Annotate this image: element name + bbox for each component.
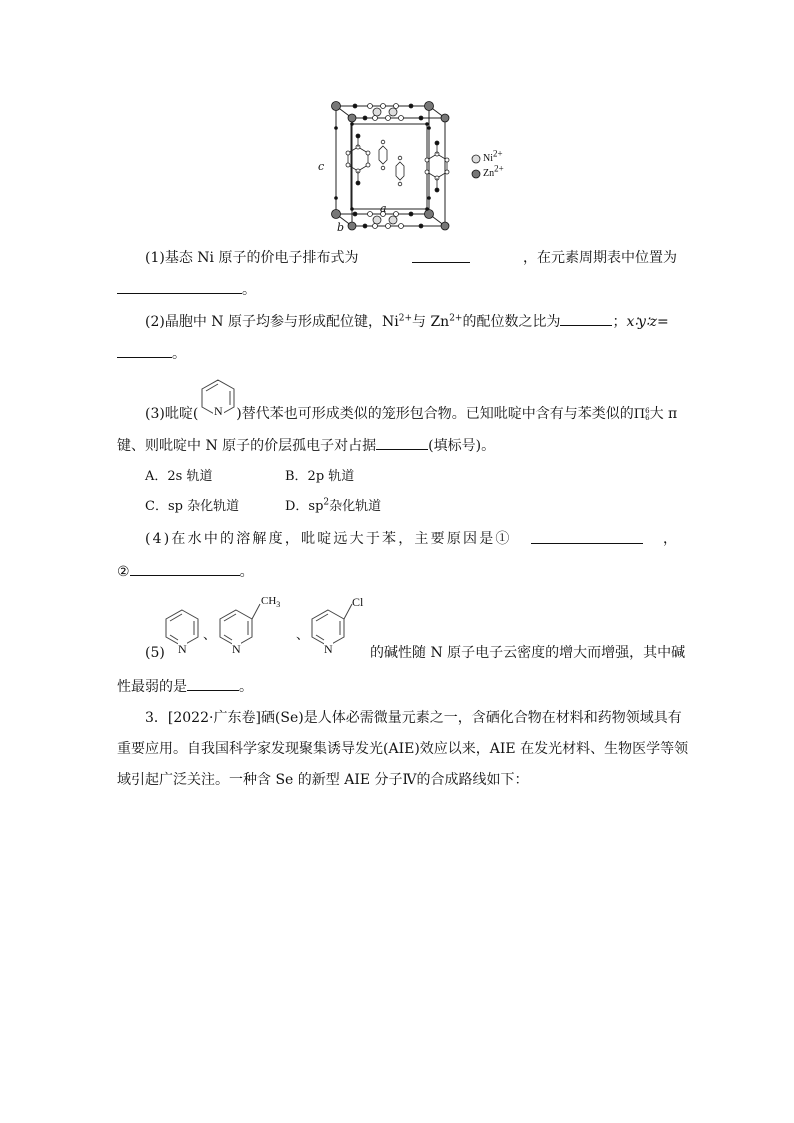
q5-ch3: $CH_3$	[261, 595, 281, 610]
q2-text-c: 的配位数之比为	[462, 314, 561, 330]
q2-text-b: 与 Zn	[412, 314, 450, 330]
problem-3-line-3: 域引起广泛关注。一种含 Se 的新型 AIE 分子Ⅳ的合成路线如下：	[117, 772, 529, 788]
pi-notation: Π 6 6	[633, 406, 650, 422]
q1-text-a: (1)基态 Ni 原子的价电子排布式为	[145, 250, 359, 266]
q4-comma: ，	[662, 531, 677, 547]
ni-legend-symbol	[472, 155, 480, 163]
q3-text-b: )替代苯也可形成类似的笼形包合物。已知吡啶中含有与苯类似的	[236, 406, 634, 422]
q3-line2-b: (填标号)。	[428, 438, 496, 454]
axis-label-a: a	[380, 202, 387, 215]
q5-text-a: 的碱性随 N 原子电子云密度的增大而增强，其中碱	[370, 645, 686, 661]
q5-n2: N	[232, 642, 241, 656]
q5-sep1: 、	[203, 628, 217, 643]
question-4-line-2	[117, 562, 677, 581]
q2-end: 。	[172, 346, 186, 362]
problem-3-line-2: 重要应用。自我国科学家发现聚集诱导发光(AIE)效应以来，AIE 在发光材料、生物医学等领	[117, 741, 689, 757]
option-c[interactable]: C．sp 杂化轨道	[145, 499, 240, 514]
axis-label-b: b	[337, 221, 345, 234]
q1-end: 。	[242, 282, 256, 298]
q5-answer-blank[interactable]	[187, 677, 239, 691]
q5-n3: N	[324, 642, 333, 656]
problem-3-line-1: 3．[2022·广东卷]硒(Se)是人体必需微量元素之一，含硒化合物在材料和药物领域具有	[145, 710, 682, 726]
option-d[interactable]: D．$sp^2$杂化轨道	[285, 497, 382, 514]
q4-circ2: ②	[117, 564, 130, 580]
q3-line2-a: 键、则吡啶中 N 原子的价层孤电子对占据	[117, 438, 377, 454]
q4-answer-blank-2[interactable]	[130, 562, 240, 576]
question-2-line-1	[145, 312, 705, 331]
q1-text-b: ，在元素周期表中位置为	[523, 250, 677, 266]
q5-line2-a: 性最弱的是	[117, 679, 187, 695]
question-5-line-2	[117, 677, 677, 696]
q4-answer-blank-1[interactable]	[531, 530, 643, 544]
q2-answer-blank-1[interactable]	[560, 312, 612, 326]
q1-answer-blank-2[interactable]	[117, 280, 242, 294]
option-a[interactable]: A．2s 轨道	[145, 469, 213, 484]
q4-text-a: (4)在水中的溶解度，吡啶远大于苯，主要原因是①	[145, 531, 512, 547]
q2-text-d: ；	[612, 314, 627, 330]
question-2-line-2	[117, 344, 677, 363]
question-1-line-1	[145, 249, 677, 267]
legend-ni: $Ni^{2+}$	[483, 148, 503, 164]
question-3-options-row-1	[145, 468, 705, 486]
q2-sup-1: 2+	[398, 313, 412, 324]
question-1-line-2	[117, 280, 677, 299]
pyridine-n-label: N	[214, 404, 223, 418]
guest-molecules	[379, 140, 404, 186]
q2-sup-2: 2+	[449, 313, 463, 324]
option-b[interactable]: B．2p 轨道	[285, 469, 355, 484]
question-5-line-1	[145, 644, 705, 662]
q3-text-a: (3)吡啶(	[145, 406, 199, 422]
q5-num: (5)	[145, 645, 165, 661]
zn-legend-symbol	[472, 170, 480, 178]
question-3-line-1	[145, 405, 705, 424]
q2-xyz: x∶y∶z	[626, 314, 657, 330]
q2-eq: =	[656, 314, 669, 330]
left-ring	[346, 134, 370, 185]
q5-sep2: 、	[296, 628, 310, 643]
question-3-line-2	[117, 436, 677, 455]
q2-answer-blank-2[interactable]	[117, 344, 172, 358]
question-3-options-row-2	[145, 498, 705, 516]
legend-zn: $Zn^{2+}$	[483, 163, 504, 179]
q3-answer-blank[interactable]	[376, 436, 428, 450]
q5-n1: N	[178, 642, 187, 656]
axis-label-c: c	[318, 160, 325, 173]
q2-text-a: (2)晶胞中 N 原子均参与形成配位键，Ni	[145, 314, 399, 330]
q1-answer-blank-1[interactable]	[412, 249, 470, 263]
q5-cl: Cl	[352, 595, 364, 609]
q5-end: 。	[239, 679, 253, 695]
question-4-line-1	[145, 530, 677, 548]
q3-text-c: 大 π	[649, 406, 678, 422]
q4-end: 。	[239, 564, 254, 580]
